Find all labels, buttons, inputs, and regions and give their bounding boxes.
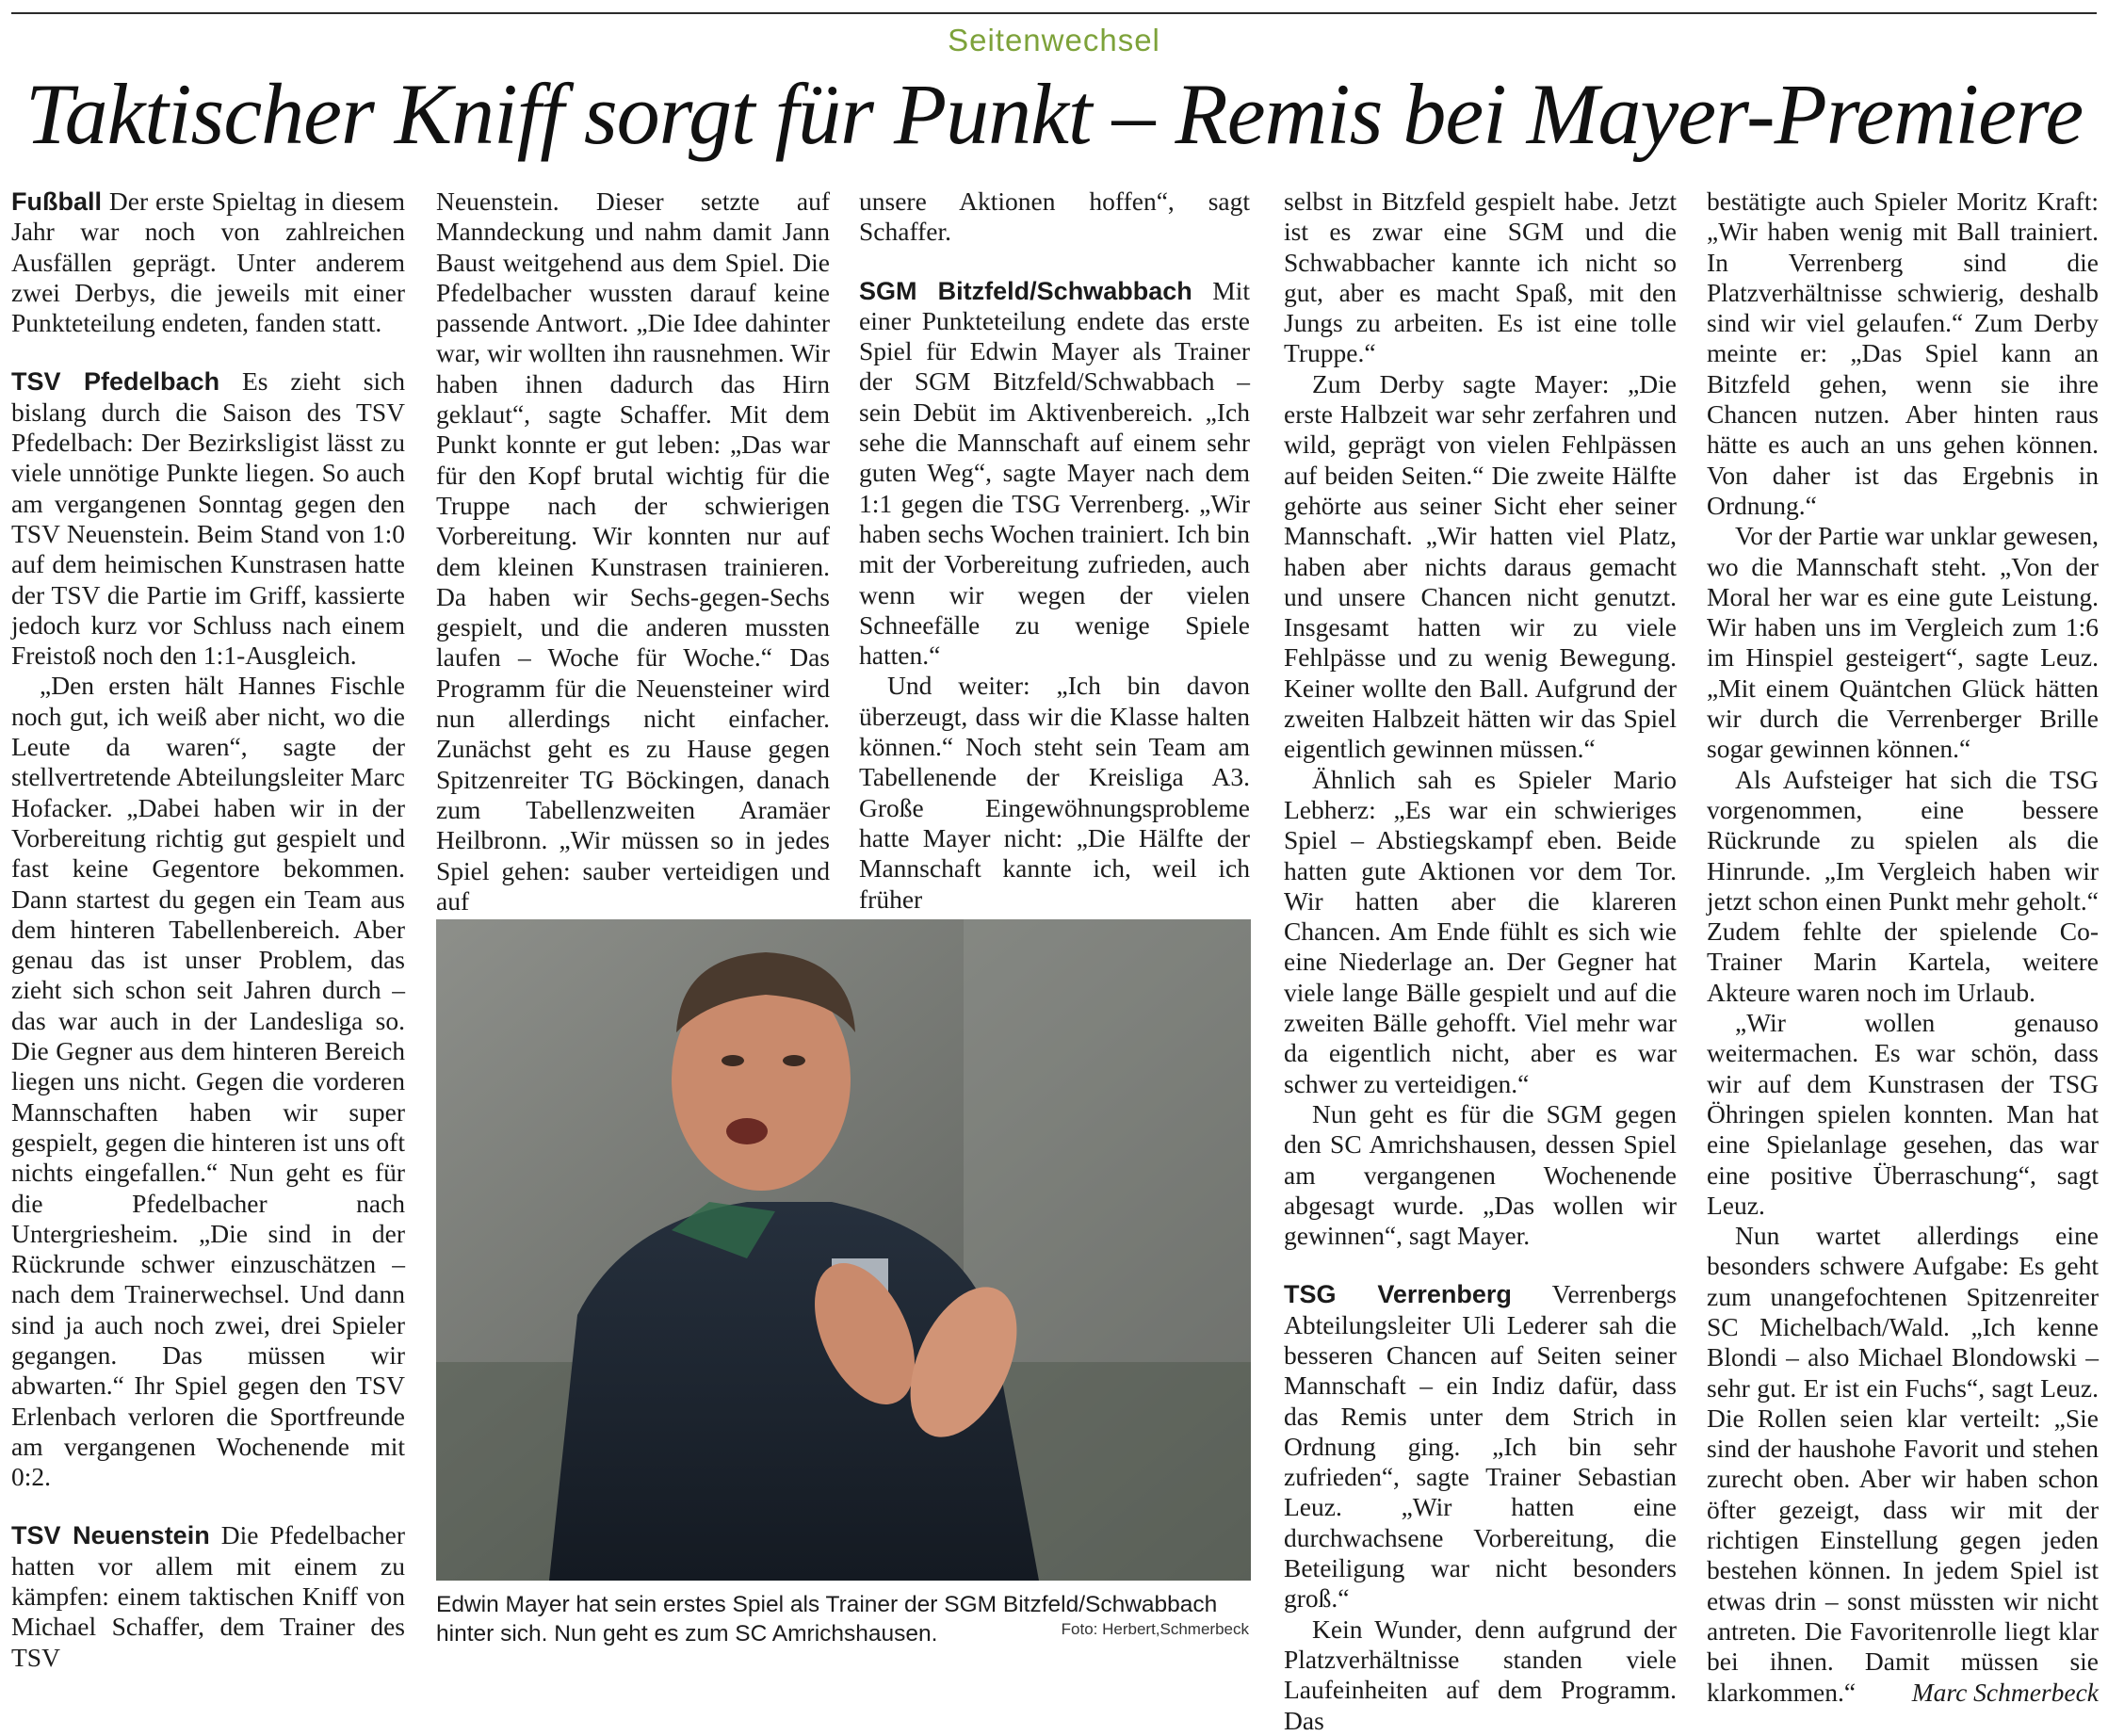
paragraph [859, 276, 1250, 672]
paragraph: Kein Wunder, denn aufgrund der Platzverhältnisse standen viele Laufeinheiten auf dem Programm. Das [1284, 1614, 1677, 1735]
section-lead: SGM Bitzfeld/Schwabbach [859, 276, 1192, 305]
paragraph: Ähnlich sah es Spieler Mario Lebherz: „Es war ein schwieriges Spiel – Abstiegskampf eben. Beide hatten gute Aktionen vor dem Tor. Wir hatten aber die klareren Chancen. Am Ende fühlt es sich wie eine Niederlage an. Der Gegner hat viele lange Bälle gespielt und auf die zweiten Bälle gehofft. Viel mehr war da eigentlich nicht, aber es war schwer zu verteidigen.“ [1284, 764, 1677, 1098]
photo-credit: Foto: Herbert,Schmerbeck [1061, 1620, 1249, 1638]
article-column-2 [436, 187, 830, 917]
top-rule [11, 12, 2097, 14]
paragraph-text: Verrenbergs Abteilungsleiter Uli Lederer sah die besseren Chancen auf Seiten seiner Mannschaft – ein Indiz dafür, dass das Remis unter dem Strich in Ordnung ging. „Ich bin sehr zufrieden“, sagte Trainer Sebastian Leuz. „Wir hatten eine durchwachsene Vorbereitung, die Beteiligung war nicht besonders groß.“ [1284, 1279, 1677, 1614]
coach-photo [436, 919, 1251, 1581]
paragraph [11, 1520, 405, 1672]
article-column-4 [1284, 187, 1677, 1736]
paragraph: Nun geht es für die SGM gegen den SC Amrichshausen, dessen Spiel am vergangenen Wochenende abgesagt wurde. „Das wollen wir gewinnen“, sagt Mayer. [1284, 1098, 1677, 1251]
paragraph: Als Aufsteiger hat sich die TSG vorgenommen, eine bessere Rückrunde zu spielen als die Hinrunde. „Im Vergleich haben wir jetzt schon einen Punkt mehr geholt.“ Zudem fehlte der spielende Co-Trainer Marin Kartela, weitere Akteure waren noch im Urlaub. [1707, 764, 2099, 1007]
paragraph-text: Nun wartet allerdings eine besonders schwere Aufgabe: Es geht zum unangefochtenen Spitzenreiter SC Michelbach/Wald. „Ich kenne Blondi – also Michael Blondowski – sehr gut. Er ist ein Fuchs“, sagt Leuz. Die Rollen seien klar verteilt: „Sie sind der haushohe Favorit und stehen zurecht oben. Aber wir haben schon öfter gezeigt, dass wir mit der richtigen Einstellung gegen jeden bestehen können. In jedem Spiel ist etwas drin – sonst müssten wir nicht antreten. Die Favoritenrolle liegt klar bei ihnen. Damit müssen sie klarkommen.“ [1707, 1221, 2099, 1707]
paragraph: bestätigte auch Spieler Moritz Kraft: „Wir haben wenig mit Ball trainiert. In Verrenberg sind die Platzverhältnisse schwierig, deshalb sind wir viel gelaufen.“ Zum Derby meinte er: „Das Spiel kann an Bitzfeld gehen, wenn sie ihre Chancen nutzen. Aber hinten raus hätte es auch an uns gehen können. Von daher ist das Ergebnis in Ordnung.“ [1707, 187, 2099, 520]
paragraph-text: Mit einer Punkteteilung endete das erste Spiel für Edwin Mayer als Trainer der SGM Bitzfeld/Schwabbach – sein Debüt im Aktivenbereich. „Ich sehe die Mannschaft auf einem sehr guten Weg“, sagte Mayer nach dem 1:1 gegen die TSG Verrenberg. „Wir haben sechs Wochen trainiert. Ich bin mit der Vorbereitung zufrieden, auch wenn wir wegen der vielen Schneefälle zu wenige Spiele hatten.“ [859, 275, 1250, 671]
paragraph-text: Es zieht sich bislang durch die Saison des TSV Pfedelbach: Der Bezirksligist lässt zu viele unnötige Punkte liegen. So auch am vergangenen Sonntag gegen den TSV Neuenstein. Beim Stand von 1:0 auf dem heimischen Kunstrasen hatte der TSV die Partie im Griff, kassierte jedoch kurz vor Schluss nach einem Freistoß noch den 1:1-Ausgleich. [11, 366, 405, 671]
section-lead: Fußball [11, 187, 102, 216]
paragraph: selbst in Bitzfeld gespielt habe. Jetzt ist es zwar eine SGM und die Schwabbacher kannte ich nicht so gut, aber es macht Spaß, mit den Jungs zu arbeiten. Es ist eine tolle Truppe.“ [1284, 187, 1677, 368]
paragraph [1707, 1221, 2099, 1708]
coach-photo-illustration [436, 919, 1251, 1581]
paragraph: unsere Aktionen hoffen“, sagt Schaffer. [859, 187, 1250, 247]
article-column-5 [1707, 187, 2099, 1708]
section-lead: TSV Neuenstein [11, 1521, 210, 1550]
author-byline: Marc Schmerbeck [1911, 1677, 2099, 1707]
section-lead: TSG Verrenberg [1284, 1280, 1512, 1309]
paragraph-text: Der erste Spieltag in diesem Jahr war noch von zahlreichen Ausfällen geprägt. Unter anderem zwei Derbys, die jeweils mit einer Punkteteilung endeten, fanden statt. [11, 187, 405, 338]
paragraph: Zum Derby sagte Mayer: „Die erste Halbzeit war sehr zerfahren und wild, geprägt von vielen Fehlpässen auf beiden Seiten.“ Die zweite Hälfte gehörte aus seiner Sicht eher seiner Mannschaft. „Wir hatten viel Platz, haben aber nichts daraus gemacht und unsere Chancen nicht genutzt. Insgesamt hatten wir zu viele Fehlpässe und zu wenig Bewegung. Keiner wollte den Ball. Aufgrund der zweiten Halbzeit hätten wir das Spiel eigentlich gewinnen müssen.“ [1284, 368, 1677, 764]
headline: Taktischer Kniff sorgt für Punkt – Remis bei Mayer-Premiere [24, 66, 2084, 162]
article-column-1 [11, 187, 405, 1673]
paragraph: Neuenstein. Dieser setzte auf Manndeckung und nahm damit Jann Baust weitgehend aus dem Spiel. Die Pfedelbacher wussten darauf keine passende Antwort. „Die Idee dahinter war, wir wollten ihn rausnehmen. Wir haben ihnen dadurch das Hirn geklaut“, sagte Schaffer. Mit dem Punkt konnte er gut leben: „Das war für den Kopf brutal wichtig für die Truppe nach der schwierigen Vorbereitung. Wir konnten nur auf dem kleinen Kunstrasen trainieren. Da haben wir Sechs-gegen-Sechs gespielt, und die anderen mussten laufen – Woche für Woche.“ Das Programm für die Neuensteiner wird nun allerdings nicht einfacher. Zunächst geht es zu Hause gegen Spitzenreiter TG Böckingen, danach zum Tabellenzweiten Aramäer Heilbronn. „Wir müssen so in jedes Spiel gehen: sauber verteidigen und auf [436, 187, 830, 916]
paragraph: „Wir wollen genauso weitermachen. Es war schön, dass wir auf dem Kunstrasen der TSG Öhringen spielen konnten. Man hat eine Spielanlage gesehen, das war eine positive Überraschung“, sagt Leuz. [1707, 1008, 2099, 1220]
paragraph: „Den ersten hält Hannes Fischle noch gut, ich weiß aber nicht, wo die Leute da waren“, sagte der stellvertretende Abteilungsleiter Marc Hofacker. „Dabei haben wir in der Vorbereitung richtig gut gespielt und fast keine Gegentore bekommen. Dann startest du gegen ein Team aus dem hinteren Tabellenbereich. Aber genau das ist unser Problem, das zieht sich schon seit Jahren durch – das war auch in der Landesliga so. Die Gegner aus dem hinteren Bereich liegen uns nicht. Gegen die vorderen Mannschaften haben wir super gespielt, gegen die hinteren ist uns oft nichts eingefallen.“ Nun geht es für die Pfedelbacher nach Untergriesheim. „Die sind in der Rückrunde schwer einzuschätzen – nach dem Trainerwechsel. Und dann sind ja auch noch zwei, drei Spieler gegangen. Das müssen wir abwarten.“ Ihr Spiel gegen den TSV Erlenbach verloren die Sportfreunde am vergangenen Wochenende mit 0:2. [11, 671, 405, 1492]
photo-caption: Edwin Mayer hat sein erstes Spiel als Trainer der SGM Bitzfeld/Schwabbach hinter sich. Nun geht es zum SC Amrichshausen. [436, 1592, 1218, 1647]
paragraph-text: Die Pfedelbacher hatten vor allem mit einem zu kämpfen: einem taktischen Kniff von Michael Schaffer, dem Trainer des TSV [11, 1520, 405, 1672]
paragraph [11, 187, 405, 338]
section-kicker: Seitenwechsel [948, 23, 1160, 57]
paragraph [11, 366, 405, 671]
paragraph [1284, 1279, 1677, 1614]
paragraph: Und weiter: „Ich bin davon überzeugt, dass wir die Klasse halten können.“ Noch steht sein Team am Tabellenende der Kreisliga A3. Große Eingewöhnungsprobleme hatte Mayer nicht: „Die Hälfte der Mannschaft kannte ich, weil ich früher [859, 671, 1250, 914]
paragraph: Vor der Partie war unklar gewesen, wo die Mannschaft steht. „Von der Moral her war es eine gute Leistung. Wir haben uns im Vergleich zum 1:6 im Hinspiel gesteigert“, sagte Leuz. „Mit einem Quäntchen Glück hätten wir durch die Verrenberger Brille sogar gewinnen können.“ [1707, 521, 2099, 764]
section-lead: TSV Pfedelbach [11, 367, 220, 397]
article-column-3 [859, 187, 1250, 915]
